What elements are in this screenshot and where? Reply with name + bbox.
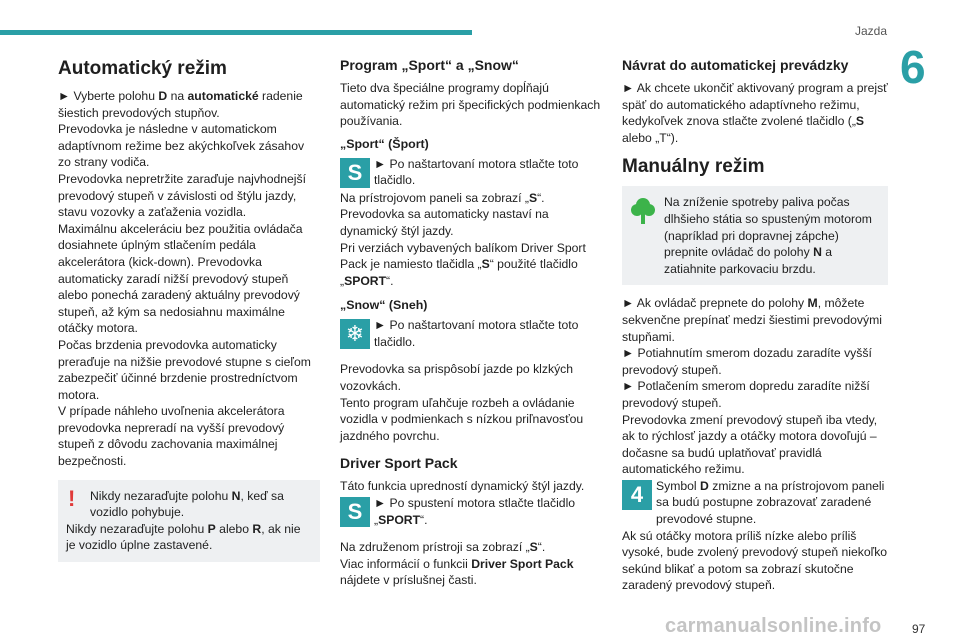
paragraph: Prevodovka sa automaticky nastaví na dynamický štýl jazdy.: [340, 207, 549, 238]
sport-button-icon: S: [340, 497, 370, 527]
dsp-step: S ► Po spustení motora stlačte tlačidlo „SPORT“.: [340, 495, 602, 529]
column-sport-snow: Program „Sport“ a „Snow“ Tieto dva špeciálne programy dopĺňajú automatický režim pri špecifických podmienkach používania. „Sport“ (Šport) S ► Po naštartovaní motora stlačte toto tlačidlo. Na prístrojovom paneli sa zobrazí „S“. Prevodovka sa automaticky nastaví na dynamický štýl jazdy. Pri verziách vybavených balíkom Driver Sport Pack je namiesto tlačidla „S“ použité tlačidlo „SPORT“. „Snow“ (Sneh) ❄ ► Po naštartovaní motora stlačte toto tlačidlo. Prevodovka sa prispôsobí jazde po klzkých vozovkách. Tento program uľahčuje rozbeh a ovládanie vozidla v podmienkach s nízkou priľnavosťou jazdného povrchu. Driver Sport Pack Táto funkcia upredností dynamický štýl jazdy. S ► Po spustení motora stlačte tlačidlo „SPORT“. Na združenom prístroji sa zobrazí „S“. Viac informácií o funkcii Driver Sport Pack nájdete v príslušnej časti.: [340, 57, 601, 588]
gear-display-step: 4 Symbol D zmizne a na prístrojovom paneli sa budú postupne zobrazovať zaradené prevodové stupne.: [622, 478, 888, 528]
paragraph: Prevodovka je následne v automatickom adaptívnom režime bez akýchkoľvek zásahov zo strany vodiča.: [58, 122, 305, 170]
paragraph: V prípade náhleho uvoľnenia akcelerátora prevodovka nepreradí na vyšší prevodový stupeň z dôvodu zachovania maximálnej bezpečnosti.: [58, 404, 285, 469]
paragraph: Prevodovka sa prispôsobí jazde po klzkých vozovkách.: [340, 362, 574, 393]
paragraph: Prevodovka zmení prevodový stupeň iba vtedy, ak to rýchlosť jazdy a otáčky motora dovoľujú – dočasne sa budú uplatňovať pravidlá automatického režimu.: [622, 412, 878, 477]
driver-sport-pack-heading: Driver Sport Pack: [340, 455, 458, 472]
automatic-mode-heading: Automatický režim: [58, 58, 227, 79]
watermark: carmanualsonline.info: [665, 615, 882, 637]
paragraph: Tento program uľahčuje rozbeh a ovládanie vozidla v podmienkach s nízkou priľnavosťou jazdného povrchu.: [340, 395, 584, 443]
snow-subheading: „Snow“ (Sneh): [340, 298, 428, 313]
step-select-d: ► Vyberte polohu D na automatické radenie šiestich prevodových stupňov.: [58, 89, 303, 120]
sport-subheading: „Sport“ (Šport): [340, 136, 429, 151]
paragraph: Prevodovka nepretržite zaraďuje najvhodnejší prevodový stupeň v závislosti od štýlu jazdy, stavu vozovky a zaťaženia vozidla.: [58, 171, 306, 220]
snow-step: ❄ ► Po naštartovaní motora stlačte toto tlačidlo.: [340, 317, 602, 351]
return-auto-heading: Návrat do automatickej prevádzky: [622, 57, 849, 73]
paragraph: Počas brzdenia prevodovka automaticky preraďuje na nižšie prevodové stupne s cieľom zabezpečiť účinné brzdenie prostredníctvom motora.: [58, 337, 311, 402]
column-automatic-mode: [58, 56, 320, 562]
sport-button-icon: S: [340, 158, 370, 188]
paragraph: ► Potiahnutím smerom dozadu zaradíte vyšší prevodový stupeň.: [622, 346, 872, 377]
paragraph: Táto funkcia upredností dynamický štýl jazdy.: [340, 479, 585, 494]
gear-display-icon: 4: [622, 480, 652, 510]
manual-mode-heading: Manuálny režim: [622, 156, 765, 178]
paragraph: Maximálnu akceleráciu bez použitia ovládača dosiahnete úplným stlačením pedála akcelerátora (kick-down). Prevodovka automaticky zaradí nižší prevodový stupeň alebo ponechá zaradený aktuálny prevodový stupeň, až kým sa nedosiahnu maximálne otáčky motora.: [58, 221, 303, 336]
snowflake-icon: ❄: [340, 319, 370, 349]
eco-tree-icon: [630, 196, 656, 226]
paragraph: Tieto dva špeciálne programy dopĺňajú automatický režim pri špecifických podmienkach používania.: [340, 81, 601, 129]
page-number: 97: [912, 622, 926, 636]
column-manual-mode: Návrat do automatickej prevádzky ► Ak chcete ukončiť aktivovaný program a prejsť späť do automatického adaptívneho režimu, kedykoľvek znova stlačte zvolené tlačidlo („S alebo „T“). Manuálny režim Na zníženie spotreby paliva počas dlhšieho státia so spusteným motorom (napríklad pri dopravnej zápche) prepnite ovládač do polohy N a zatiahnite parkovaciu brzdu. ► Ak ovládač prepnete do polohy M, môžete sekvenčne prepínať medzi šiestimi prevodovými stupňami. ► Potiahnutím smerom dozadu zaradíte vyšší prevodový stupeň. ► Potlačením smerom dopredu zaradíte nižší prevodový stupeň. Prevodovka zmení prevodový stupeň iba vtedy, ak to rýchlosť jazdy a otáčky motora dovoľujú – dočasne sa budú uplatňovať pravidlá automatického režimu. 4 Symbol D zmizne a na prístrojovom paneli sa budú postupne zobrazovať zaradené prevodové stupne. Ak sú otáčky motora príliš nízke alebo príliš vysoké, bude zvolený prevodový stupeň niekoľko sekúnd blikať a potom sa zobrazí skutočne zaradený prevodový stupeň.: [622, 57, 888, 593]
section-title: Jazda: [855, 24, 888, 38]
eco-tip-note: Na zníženie spotreby paliva počas dlhšieho státia so spusteným motorom (napríklad pri dopravnej zápche) prepnite ovládač do polohy N a zatiahnite parkovaciu brzdu.: [622, 186, 888, 285]
paragraph: ► Potlačením smerom dopredu zaradíte nižší prevodový stupeň.: [622, 379, 870, 410]
warning-icon: !: [68, 485, 76, 511]
sport-snow-heading: Program „Sport“ a „Snow“: [340, 57, 519, 73]
top-accent-bar: [0, 30, 472, 35]
chapter-number: 6: [900, 41, 926, 93]
sport-step: S ► Po naštartovaní motora stlačte toto tlačidlo.: [340, 156, 602, 190]
paragraph: Ak sú otáčky motora príliš nízke alebo príliš vysoké, bude zvolený prevodový stupeň niekoľko sekúnd blikať a potom sa zobrazí skutočne zaradený prevodový stupeň.: [622, 528, 888, 593]
warning-note: ! Nikdy nezaraďujte polohu N, keď sa vozidlo pohybuje. Nikdy nezaraďujte polohu P alebo R, ak nie je vozidlo úplne zastavené.: [58, 480, 320, 562]
